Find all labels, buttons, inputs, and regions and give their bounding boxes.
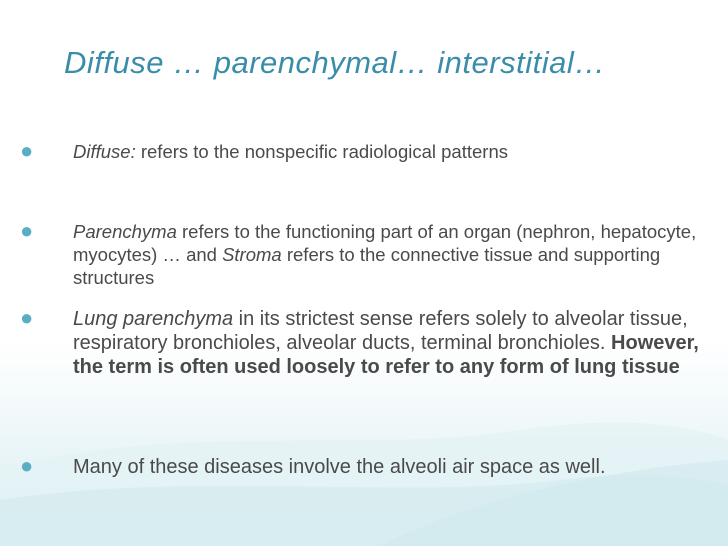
term-stroma: Stroma (222, 244, 282, 265)
bullet-text: Many of these diseases involve the alveoli air space as well. (73, 456, 606, 478)
bullet-text (73, 307, 703, 379)
bullet-icon: ● (20, 218, 34, 243)
definition-lung-parenchyma: in its strictest sense refers solely to alveolar tissue, respiratory bronchioles, alveolar ducts, terminal bronchioles. (73, 308, 688, 354)
bullet-icon: ● (20, 138, 34, 163)
definition-parenchyma: refers to the functioning part of an organ (nephron, hepatocyte, myocytes) … and (73, 221, 697, 265)
definition-stroma: refers to the connective tissue and supporting structures (73, 244, 661, 288)
term-parenchyma: Parenchyma (73, 221, 177, 242)
bullet-text (73, 140, 703, 163)
emphasis-loose-usage: However, the term is often used loosely to refer to any form of lung tissue (73, 332, 699, 378)
term-lung-parenchyma: Lung parenchyma (73, 308, 234, 330)
bullet-icon: ● (20, 453, 34, 478)
term-diffuse: Diffuse: (73, 141, 136, 162)
bullet-icon: ● (20, 305, 34, 330)
slide-title: Diffuse … parenchymal… interstitial… (64, 45, 606, 80)
definition-diffuse: refers to the nonspecific radiological patterns (135, 141, 508, 162)
bullet-text (73, 220, 703, 289)
